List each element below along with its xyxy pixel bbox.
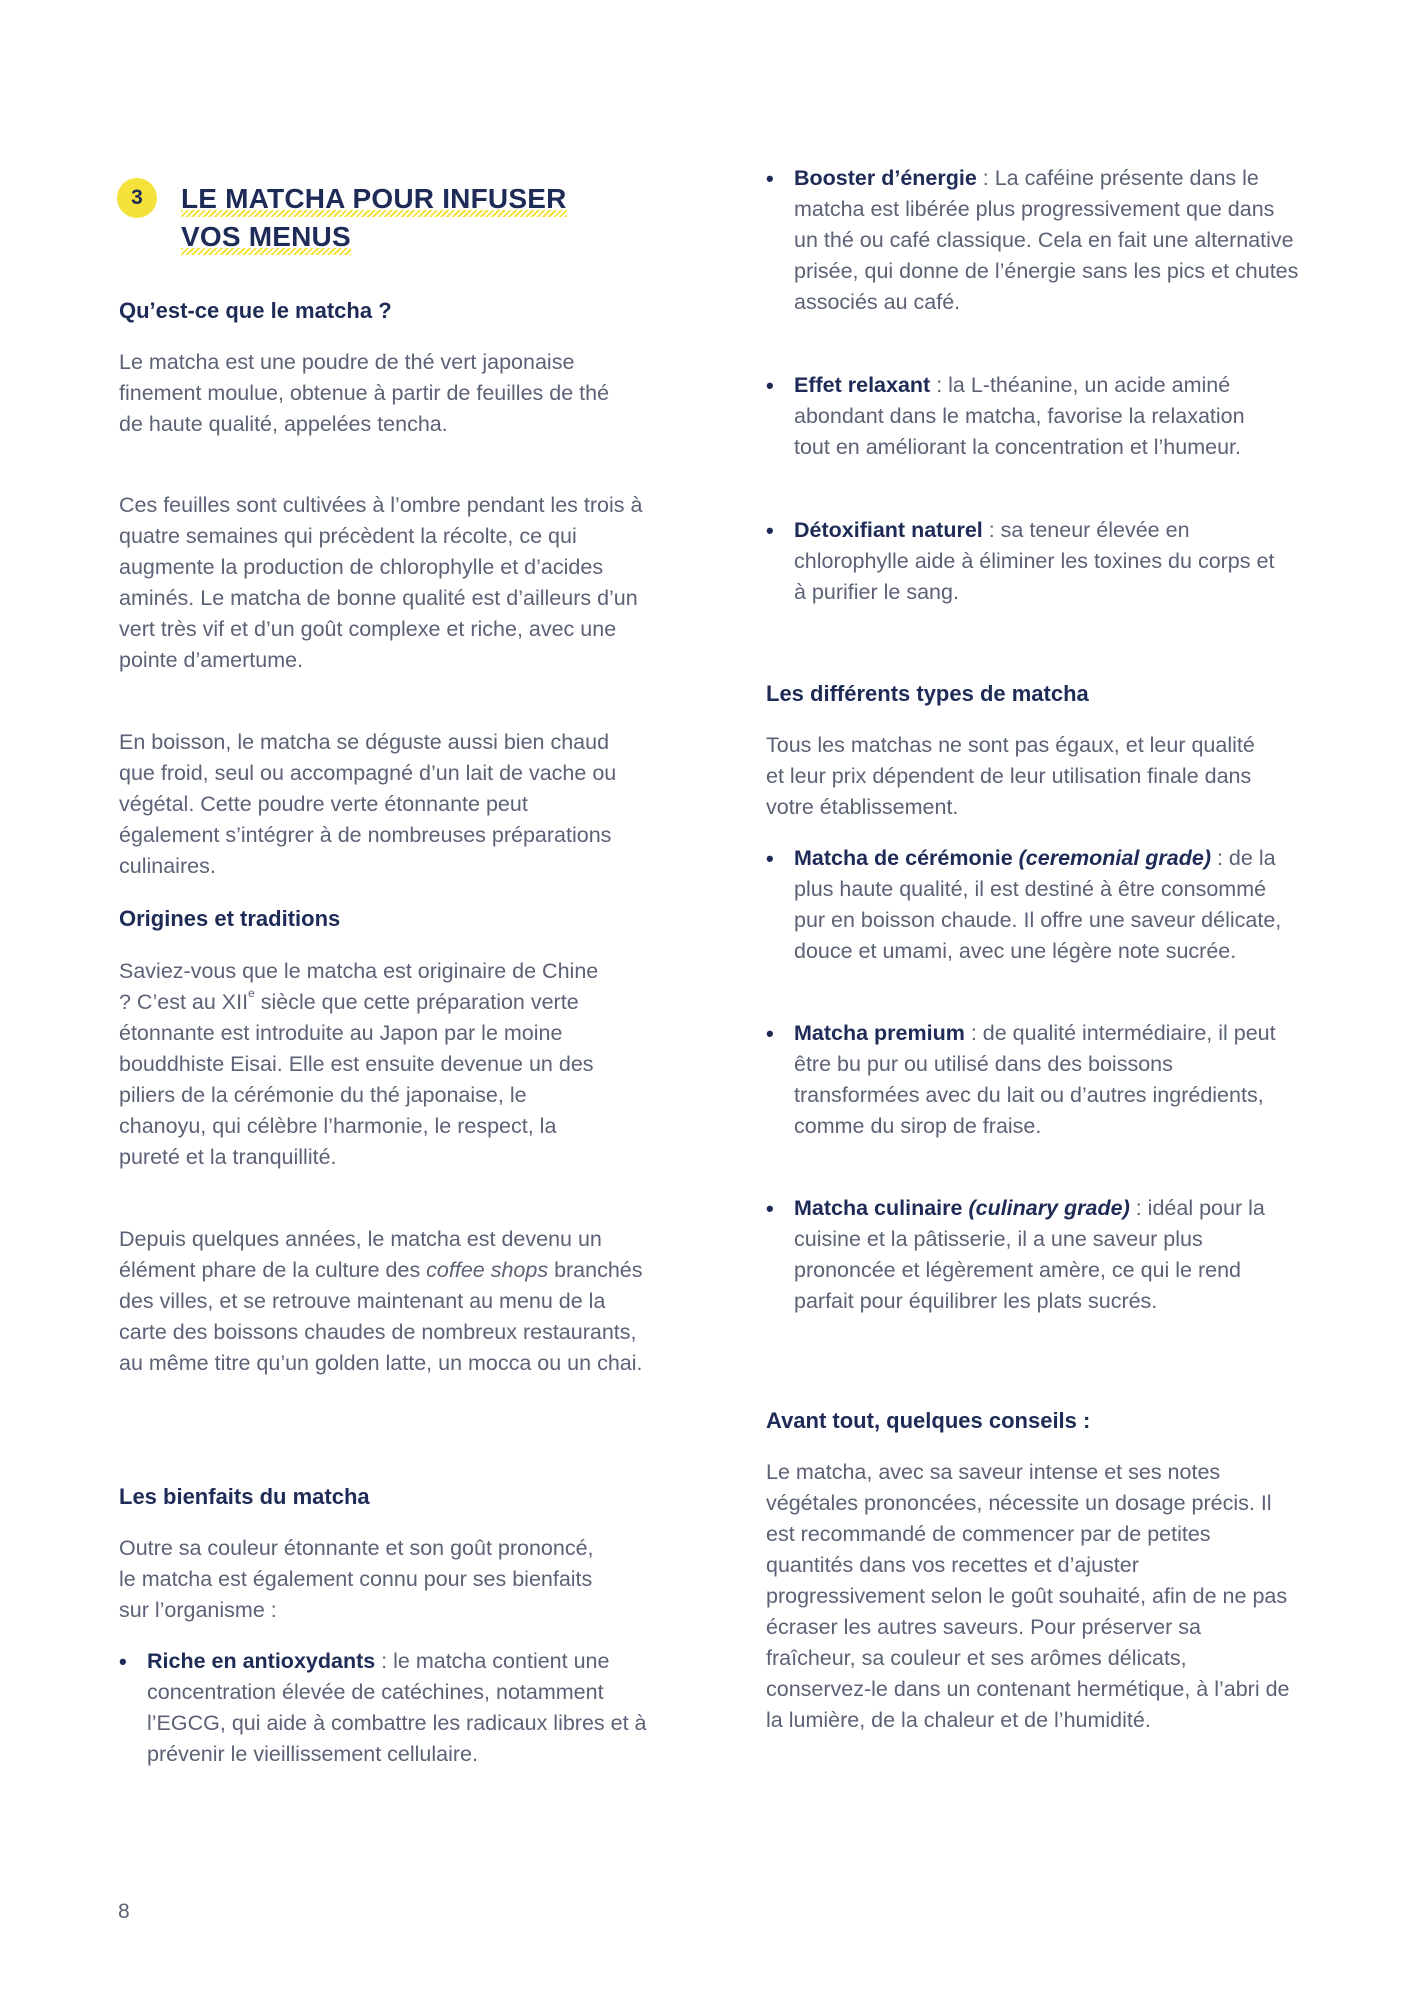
benefit-item-detox	[766, 515, 1301, 615]
benefit-term: Booster d’énergie	[794, 166, 977, 190]
section-number: 3	[131, 186, 143, 209]
paragraph-origins-1	[119, 956, 609, 1173]
benefit-description: : La caféine présente dans le matcha est libérée plus progressivement que dans un thé ou café classique. Cela en fait une alternative prisée, qui donne de l’énergie sans les pics et chutes associés au café.	[794, 166, 1299, 314]
paragraph-tips: Le matcha, avec sa saveur intense et ses notes végétales prononcées, nécessite un dosage précis. Il est recommandé de commencer par de petites quantités dans vos recettes et d’ajuster progressivement selon le goût souhaité, afin de ne pas écraser les autres saveurs. Pour préserver sa fraîcheur, sa couleur et ses arômes délicats, conservez-le dans un contenant hermétique, à l’abri de la lumière, de la chaleur et de l’humidité.	[766, 1460, 1290, 1732]
type-description: : idéal pour la cuisine et la pâtisserie, il a une saveur plus prononcée et légèrement amère, ce qui le rend parfait pour équilibrer les plats sucrés.	[794, 1196, 1265, 1313]
bullet-dot: •	[766, 373, 774, 398]
bullet-dot: •	[119, 1649, 127, 1674]
type-item-text	[794, 1193, 1304, 1317]
section-number-badge	[117, 178, 157, 218]
type-term: Matcha premium	[794, 1021, 965, 1045]
origins-p1-part-a: Saviez-vous que le matcha est originaire de Chine ? C’est au XII	[119, 959, 599, 1014]
type-item-text	[794, 1018, 1299, 1142]
bullet-dot: •	[766, 1196, 774, 1221]
origins-p2-part-b: branchés des villes, et se retrouve maintenant au menu de la carte des boissons chaudes de nombreux restaurants, au même titre qu’un golden latte, un mocca ou un chai.	[119, 1258, 643, 1375]
heading-tips: Avant tout, quelques conseils :	[766, 1408, 1091, 1433]
origins-p1-part-b: siècle que cette préparation verte étonnante est introduite au Japon par le moine bouddhiste Eisai. Elle est ensuite devenue un des piliers de la cérémonie du thé japonaise, le chanoyu, qui célèbre l’harmonie, le respect, la pureté et la tranquillité.	[119, 990, 594, 1169]
type-grade: (culinary grade)	[968, 1196, 1130, 1220]
bullet-dot: •	[766, 846, 774, 871]
heading-what-is-matcha: Qu’est-ce que le matcha ?	[119, 298, 392, 323]
benefit-item-text	[794, 515, 1279, 608]
bullet-dot: •	[766, 1021, 774, 1046]
benefit-item-text	[794, 370, 1279, 463]
type-item-premium	[766, 1018, 1301, 1178]
benefit-item-antioxidants	[119, 1646, 649, 1806]
type-term: Matcha culinaire	[794, 1196, 969, 1220]
type-description: : de la plus haute qualité, il est destiné à être consommé pur en boisson chaude. Il offre une saveur délicate, douce et umami, avec une légère note sucrée.	[794, 846, 1282, 963]
paragraph-origins-2	[119, 1224, 659, 1379]
heading-origins: Origines et traditions	[119, 906, 341, 931]
benefit-item-text	[147, 1646, 647, 1770]
bullet-dot: •	[766, 166, 774, 191]
section-title-line1: LE MATCHA POUR INFUSER	[181, 183, 567, 217]
section-title-line2: VOS MENUS	[181, 221, 351, 255]
paragraph-types-intro: Tous les matchas ne sont pas égaux, et leur qualité et leur prix dépendent de leur utilisation finale dans votre établissement.	[766, 733, 1255, 819]
benefit-description: : la L-théanine, un acide aminé abondant dans le matcha, favorise la relaxation tout en améliorant la concentration et l’humeur.	[794, 373, 1245, 459]
benefit-term: Effet relaxant	[794, 373, 931, 397]
type-grade: (ceremonial grade)	[1018, 846, 1212, 870]
origins-p2-emphasis: coffee shops	[426, 1258, 549, 1282]
type-description: : de qualité intermédiaire, il peut être bu pur ou utilisé dans des boissons transformées avec du lait ou d’autres ingrédients, comme du sirop de fraise.	[794, 1021, 1276, 1138]
bullet-dot: •	[766, 518, 774, 543]
benefit-description: : le matcha contient une concentration élevée de catéchines, notamment l’EGCG, qui aide à combattre les radicaux libres et à prévenir le vieillissement cellulaire.	[147, 1649, 647, 1766]
benefit-item-relaxing	[766, 370, 1301, 500]
benefit-description: : sa teneur élevée en chlorophylle aide à éliminer les toxines du corps et à purifier le sang.	[794, 518, 1275, 604]
benefit-term: Détoxifiant naturel	[794, 518, 983, 542]
benefit-item-text	[794, 163, 1299, 318]
origins-p2-part-a: Depuis quelques années, le matcha est devenu un élément phare de la culture des	[119, 1227, 602, 1282]
origins-p1-superscript: e	[248, 986, 255, 1000]
heading-benefits: Les bienfaits du matcha	[119, 1484, 370, 1509]
paragraph-what-2: Ces feuilles sont cultivées à l’ombre pendant les trois à quatre semaines qui précèdent la récolte, ce qui augmente la production de chlorophylle et d’acides aminés. Le matcha de bonne qualité est d’ailleurs d’un vert très vif et d’un goût complexe et riche, avec une pointe d’amertume.	[119, 493, 643, 672]
heading-types: Les différents types de matcha	[766, 681, 1089, 706]
paragraph-what-1: Le matcha est une poudre de thé vert japonaise finement moulue, obtenue à partir de feuilles de thé de haute qualité, appelées tencha.	[119, 350, 610, 436]
paragraph-what-3: En boisson, le matcha se déguste aussi bien chaud que froid, seul ou accompagné d’un lait de vache ou végétal. Cette poudre verte étonnante peut également s’intégrer à de nombreuses préparations culinaires.	[119, 730, 617, 878]
type-term: Matcha de cérémonie	[794, 846, 1019, 870]
benefit-item-energy	[766, 163, 1301, 353]
type-item-culinary	[766, 1193, 1301, 1353]
benefit-term: Riche en antioxydants	[147, 1649, 376, 1673]
page-number: 8	[118, 1900, 130, 1923]
type-item-text	[794, 843, 1299, 967]
section-header	[117, 174, 637, 259]
paragraph-benefits-intro: Outre sa couleur étonnante et son goût prononcé, le matcha est également connu pour ses bienfaits sur l’organisme :	[119, 1536, 594, 1622]
type-item-ceremonial	[766, 843, 1301, 1003]
section-title	[181, 180, 567, 256]
